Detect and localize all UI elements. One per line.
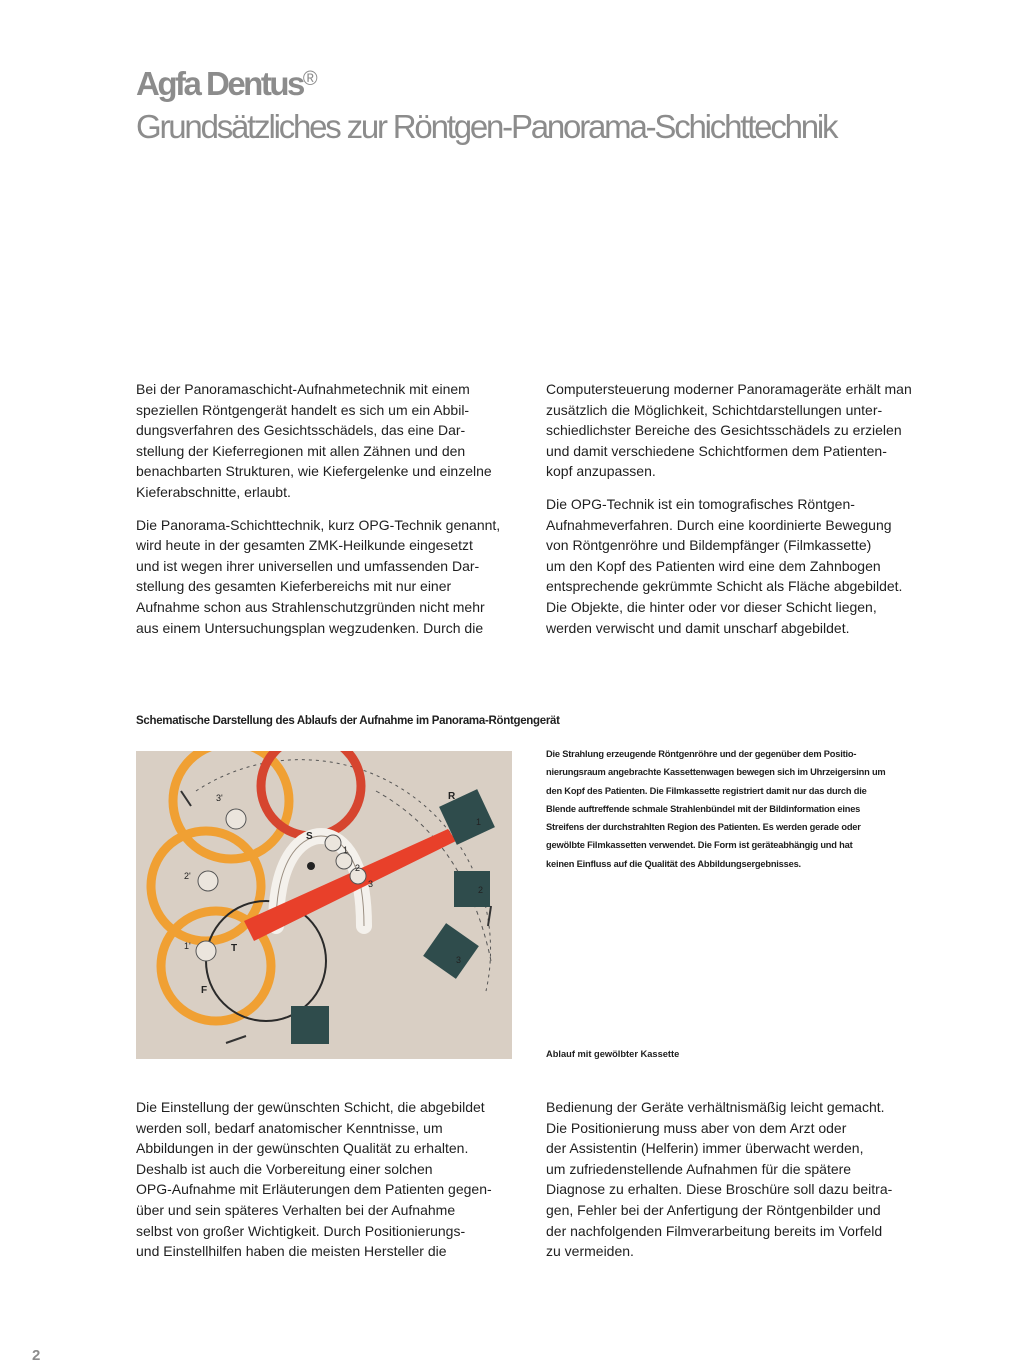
arrow-bottom: [226, 1036, 246, 1043]
text-line: werden verwischt und damit unscharf abgebildet.: [546, 619, 850, 636]
label-2: 2: [355, 863, 361, 873]
text-line: Aufnahmeverfahren. Durch eine koordinierte Bewegung: [546, 516, 892, 533]
text-line: Computersteuerung moderner Panoramageräte erhält man: [546, 381, 912, 397]
label-box-3: 3: [456, 955, 462, 965]
arrow-upper-left: [181, 791, 191, 806]
text-line: speziellen Röntgengerät handelt es sich um ein Abbil-: [136, 401, 470, 418]
page-number: 2: [32, 1347, 41, 1364]
text-line: der nachfolgenden Filmverarbeitung bereits im Vorfeld: [546, 1222, 883, 1239]
page-subtitle: Grundsätzliches zur Röntgen-Panorama-Schichttechnik: [136, 108, 837, 145]
text-line: Die Panorama-Schichttechnik, kurz OPG-Technik genannt,: [136, 516, 501, 533]
position-3p: [226, 809, 246, 829]
label-1p: 1': [184, 941, 191, 951]
cassette-bottom: [291, 1006, 329, 1044]
rotation-center: [307, 862, 315, 870]
brand-title: [136, 58, 318, 105]
text-line: Abbildungen in der gewünschten Qualität zu erhalten.: [136, 1140, 469, 1157]
text-line: dungsverfahren des Gesichtsschädels, das eine Dar-: [136, 422, 466, 439]
text-line: Blende auftreffende schmale Strahlenbündel mit der Bildinformation eines: [546, 803, 861, 814]
figure-description: [546, 745, 926, 873]
text-line: stellung des gesamten Kieferbereichs mit nur einer: [136, 578, 452, 595]
outro-left-column: [136, 1097, 492, 1262]
figure-caption: Schematische Darstellung des Ablaufs der Aufnahme im Panorama-Röntgengerät: [136, 715, 560, 727]
label-box-2: 2: [478, 885, 484, 895]
text-line: Streifens der durchstrahlten Region des Patienten. Es werden gerade oder: [546, 822, 861, 833]
text-line: Aufnahme schon aus Strahlenschutzgründen nicht mehr: [136, 598, 485, 615]
text-line: Die Objekte, die hinter oder vor dieser Schicht liegen,: [546, 598, 877, 615]
label-r: R: [448, 791, 456, 802]
panorama-diagram-svg: [136, 751, 512, 1059]
position-1p: [196, 941, 216, 961]
text-line: Diagnose zu erhalten. Diese Broschüre soll dazu beitra-: [546, 1181, 893, 1198]
label-3p: 3': [216, 793, 223, 803]
text-line: von Röntgenröhre und Bildempfänger (Filmkassette): [546, 537, 872, 554]
arrow-right: [488, 906, 491, 926]
text-line: Deshalb ist auch die Vorbereitung einer solchen: [136, 1160, 433, 1177]
text-line: werden soll, bedarf anatomischer Kenntnisse, um: [136, 1119, 443, 1136]
cassette-2: [454, 871, 490, 907]
position-2: [336, 853, 352, 869]
text-line: zu vermeiden.: [546, 1243, 634, 1260]
panorama-diagram: [136, 751, 512, 1059]
label-f: F: [201, 985, 208, 996]
label-t: T: [231, 943, 238, 954]
text-line: keinen Einfluss auf die Qualität des Abbildungsergebnisses.: [546, 858, 801, 869]
figure-note: Ablauf mit gewölbter Kassette: [546, 1049, 680, 1059]
text-line: der Assistentin (Helferin) immer überwacht werden,: [546, 1140, 864, 1157]
text-line: über und sein späteres Verhalten bei der Aufnahme: [136, 1201, 456, 1218]
text-line: gen, Fehler bei der Anfertigung der Röntgenbilder und: [546, 1201, 881, 1218]
text-line: zusätzlich die Möglichkeit, Schichtdarstellungen unter-: [546, 401, 883, 418]
text-line: Die Einstellung der gewünschten Schicht, die abgebildet: [136, 1099, 485, 1115]
text-line: Die Positionierung muss aber von dem Arzt oder: [546, 1119, 847, 1136]
text-line: stellung der Kieferregionen mit allen Zähnen und den: [136, 442, 466, 459]
text-line: schiedlichster Bereiche des Gesichtsschädels zu erzielen: [546, 422, 902, 439]
text-line: aus einem Untersuchungsplan wegzudenken. Durch die: [136, 619, 484, 636]
text-line: den Kopf des Patienten. Die Filmkassette registriert damit nur das durch die: [546, 785, 867, 796]
text-line: Kieferabschnitte, erlaubt.: [136, 483, 291, 500]
intro-right-column: [546, 379, 912, 638]
text-line: kopf anzupassen.: [546, 463, 656, 480]
intro-left-column: [136, 379, 500, 638]
registered-mark: ®: [302, 68, 318, 90]
text-line: benachbarten Strukturen, wie Kiefergelenke und einzelne: [136, 463, 492, 480]
text-line: Die OPG-Technik ist ein tomografisches Röntgen-: [546, 495, 855, 512]
paragraph-gap: [136, 503, 500, 515]
text-line: Die Strahlung erzeugende Röntgenröhre und der gegenüber dem Positio-: [546, 749, 857, 759]
text-line: und Einstellhilfen haben die meisten Hersteller die: [136, 1243, 447, 1260]
position-2p: [198, 871, 218, 891]
label-box-1: 1: [476, 817, 482, 827]
label-1: 1: [343, 845, 349, 855]
text-line: wird heute in der gesamten ZMK-Heilkunde eingesetzt: [136, 537, 473, 554]
text-line: Bei der Panoramaschicht-Aufnahmetechnik mit einem: [136, 381, 470, 397]
text-line: und damit verschiedene Schichtformen dem Patienten-: [546, 442, 887, 459]
label-s: S: [306, 831, 313, 842]
text-line: und ist wegen ihrer universellen und umfassenden Dar-: [136, 557, 480, 574]
label-2p: 2': [184, 871, 191, 881]
paragraph-gap: [546, 482, 912, 494]
cassette-3: [423, 923, 479, 979]
text-line: um den Kopf des Patienten wird eine dem Zahnbogen: [546, 557, 881, 574]
text-line: um zufriedenstellende Aufnahmen für die spätere: [546, 1160, 852, 1177]
text-line: nierungsraum angebrachte Kassettenwagen bewegen sich im Uhrzeigersinn um: [546, 767, 886, 778]
text-line: gewölbte Filmkassetten verwendet. Die Form ist geräteabhängig und hat: [546, 840, 853, 851]
position-1: [325, 835, 341, 851]
outro-right-column: [546, 1097, 892, 1262]
brand-name: Agfa Dentus: [136, 65, 303, 102]
text-line: Bedienung der Geräte verhältnismäßig leicht gemacht.: [546, 1099, 885, 1115]
label-3: 3: [368, 879, 374, 889]
text-line: OPG-Aufnahme mit Erläuterungen dem Patienten gegen-: [136, 1181, 492, 1198]
text-line: entsprechende gekrümmte Schicht als Fläche abgebildet.: [546, 578, 903, 595]
text-line: selbst von großer Wichtigkeit. Durch Positionierungs-: [136, 1222, 466, 1239]
